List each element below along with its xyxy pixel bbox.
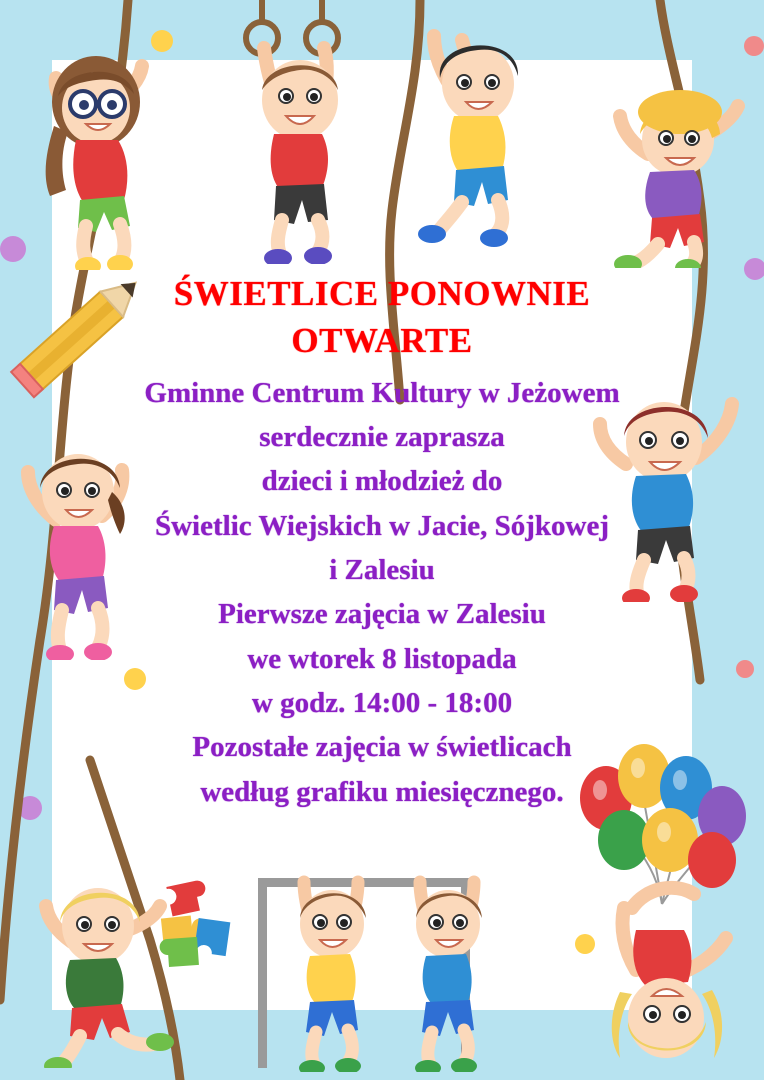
puzzle-pieces <box>152 872 262 972</box>
poster-text-block <box>60 270 704 814</box>
body-line-4: Świetlic Wiejskich w Jacie, Sójkowej <box>154 509 610 542</box>
page-title <box>60 270 704 365</box>
girl-climbing-rope-top-left <box>20 40 170 270</box>
boy-with-yellow-helmet-climbing <box>586 78 756 268</box>
body-line-3: dzieci i młodzież do <box>261 465 503 498</box>
body-line-5: i Zalesiu <box>329 553 435 586</box>
confetti-dot <box>18 796 42 820</box>
confetti-dot <box>744 36 764 56</box>
boy-climbing-rope-curly-hair <box>400 18 560 248</box>
body-line-6: Pierwsze zajęcia w Zalesiu <box>218 598 546 631</box>
body-line-9: Pozostałe zajęcia w świetlicach <box>192 731 572 764</box>
title-line-2: OTWARTE <box>291 321 473 361</box>
boy-hanging-rings <box>218 34 378 264</box>
body-line-2: serdecznie zaprasza <box>259 420 505 453</box>
body-line-1: Gminne Centrum Kultury w Jeżowem <box>144 376 620 409</box>
title-line-1: ŚWIETLICE PONOWNIE <box>173 274 591 313</box>
confetti-dot <box>736 660 754 678</box>
girl-upside-down-bottom-right <box>576 872 756 1072</box>
body-line-8: w godz. 14:00 - 18:00 <box>251 687 513 720</box>
boy-on-bar-blue-shirt <box>388 872 508 1072</box>
body-line-10: według grafiku miesięcznego. <box>200 775 564 808</box>
body-line-7: we wtorek 8 listopada <box>247 642 517 675</box>
boy-on-bar-yellow-shirt <box>272 872 392 1072</box>
